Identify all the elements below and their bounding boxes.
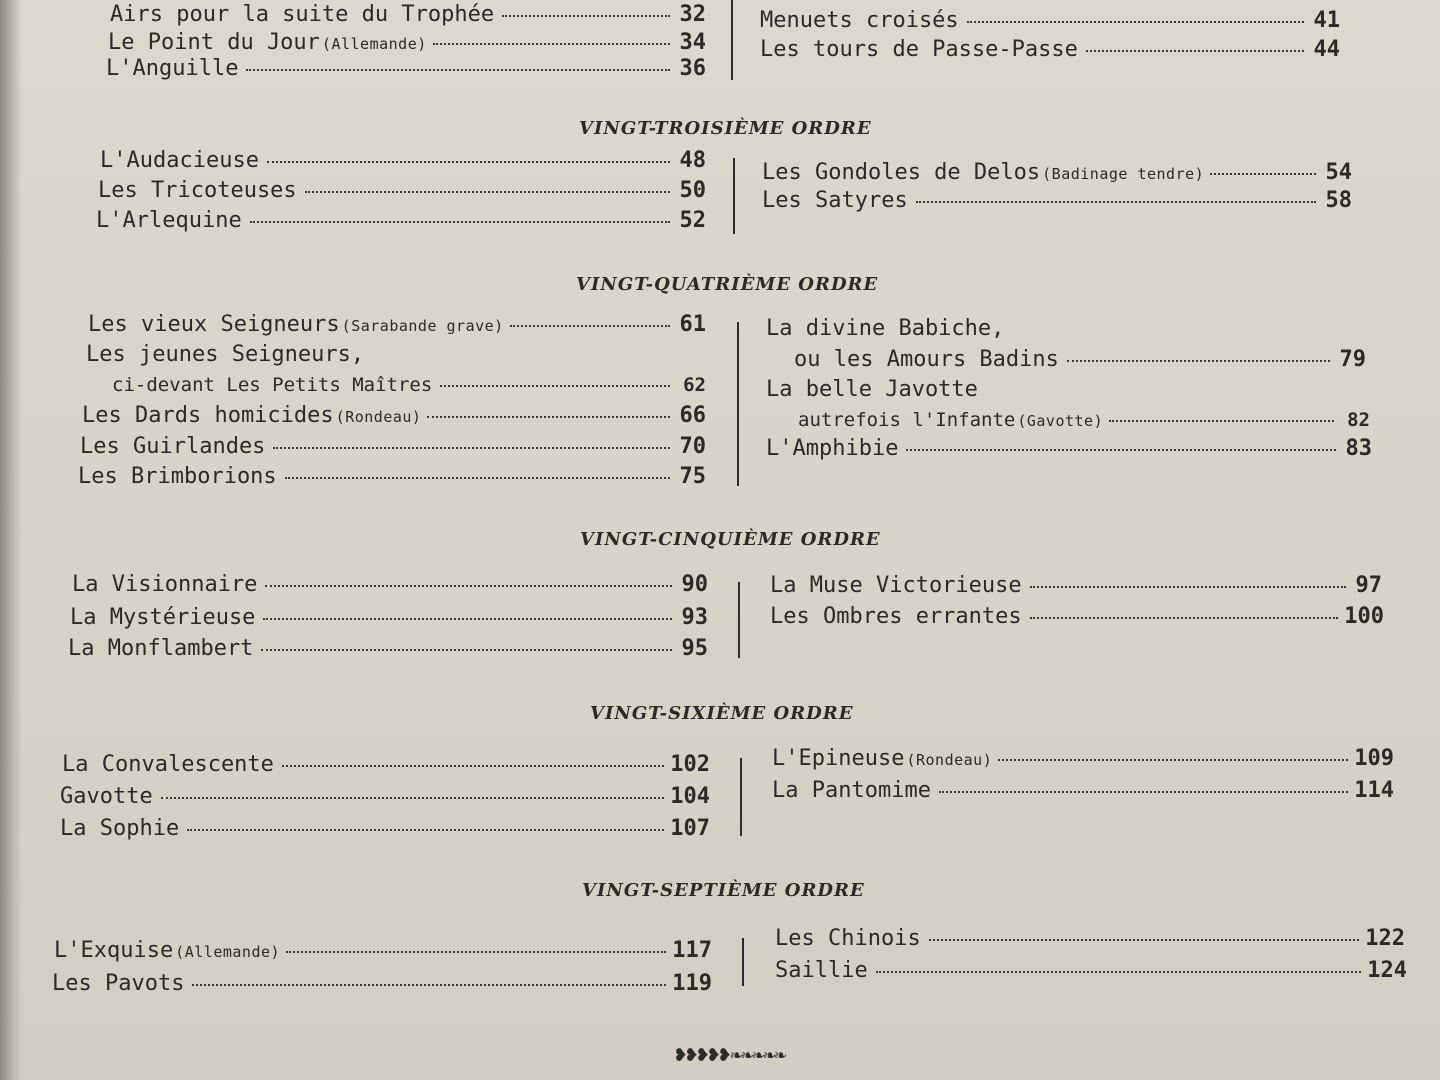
- entry-page: 119: [672, 971, 712, 996]
- entry-title: L'Epineuse: [772, 746, 905, 771]
- entry-page: 79: [1339, 347, 1366, 372]
- entry-note: (Rondeau): [906, 751, 993, 769]
- entry-title: autrefois l'Infante: [798, 409, 1016, 431]
- entry-page: 114: [1354, 778, 1394, 803]
- entry-note: (Badinage tendre): [1042, 165, 1205, 183]
- dot-leader: [939, 791, 1348, 793]
- dot-leader: [1030, 617, 1339, 619]
- entry-note: (Allemande): [321, 35, 427, 53]
- dot-leader: [929, 939, 1360, 941]
- entry-page: 44: [1313, 37, 1340, 62]
- dot-leader: [1030, 586, 1346, 588]
- section-heading: VINGT-CINQUIÈME ORDRE: [580, 529, 881, 550]
- entry-title: La Muse Victorieuse: [770, 573, 1022, 598]
- toc-entry: [775, 926, 1405, 952]
- dot-leader: [161, 797, 665, 799]
- toc-entry: [794, 347, 1366, 373]
- dot-leader: [510, 325, 670, 327]
- toc-entry: [760, 37, 1340, 63]
- entry-page: 82: [1347, 409, 1370, 431]
- toc-entry: [772, 746, 1394, 773]
- entry-page: 107: [670, 816, 710, 841]
- toc-entry: [80, 434, 706, 460]
- toc-entry: [760, 8, 1340, 34]
- toc-entry: [770, 573, 1382, 599]
- entry-title: Les tours de Passe-Passe: [760, 37, 1078, 62]
- dot-leader: [1086, 50, 1304, 52]
- entry-title: Les Guirlandes: [80, 434, 266, 459]
- toc-entry: [798, 407, 1370, 434]
- entry-title: Les Chinois: [775, 926, 921, 951]
- toc-entry: [86, 342, 706, 368]
- entry-page: 109: [1354, 746, 1394, 771]
- entry-page: 52: [679, 208, 706, 233]
- dot-leader: [916, 201, 1316, 203]
- entry-page: 54: [1325, 160, 1352, 185]
- toc-entry: [766, 436, 1372, 462]
- column-divider: [731, 0, 733, 80]
- toc-entry: [110, 2, 706, 28]
- entry-title: L'Exquise: [54, 938, 174, 963]
- dot-leader: [263, 618, 672, 620]
- column-divider: [742, 938, 744, 986]
- entry-title: ou les Amours Badins: [794, 347, 1059, 372]
- toc-entry: [766, 316, 1366, 342]
- entry-page: 93: [681, 605, 708, 630]
- section-heading: VINGT-QUATRIÈME ORDRE: [576, 274, 879, 295]
- dot-leader: [502, 15, 670, 17]
- entry-title: Le Point du Jour: [108, 30, 320, 55]
- entry-title: La Mystérieuse: [70, 605, 256, 630]
- entry-title: Airs pour la suite du Trophée: [110, 2, 495, 27]
- toc-entry: [60, 784, 710, 810]
- entry-page: 100: [1344, 604, 1384, 629]
- entry-title: ci-devant Les Petits Maîtres: [112, 374, 433, 396]
- entry-page: 90: [681, 572, 708, 597]
- entry-title: Les Brimborions: [78, 464, 277, 489]
- entry-note: (Allemande): [175, 943, 281, 961]
- dot-leader: [187, 829, 664, 831]
- toc-entry: [68, 636, 708, 662]
- toc-entry: [112, 372, 706, 398]
- entry-title: L'Audacieuse: [100, 148, 259, 173]
- entry-title: La Monflambert: [68, 636, 254, 661]
- dot-leader: [1210, 173, 1316, 175]
- entry-title: Les Gondoles de Delos: [762, 160, 1041, 185]
- entry-title: La belle Javotte: [766, 377, 978, 402]
- toc-entry: [78, 464, 706, 490]
- toc-entry: [98, 178, 706, 204]
- entry-note: (Rondeau): [335, 408, 422, 426]
- toc-entry: [100, 148, 706, 174]
- entry-page: 58: [1325, 188, 1352, 213]
- entry-page: 122: [1365, 926, 1405, 951]
- column-divider: [738, 582, 740, 658]
- toc-entry: [762, 160, 1352, 187]
- toc-entry: [52, 971, 712, 997]
- dot-leader: [906, 449, 1336, 451]
- toc-entry: [82, 403, 706, 430]
- dot-leader: [273, 447, 670, 449]
- entry-page: 75: [679, 464, 706, 489]
- entry-page: 102: [670, 752, 710, 777]
- dot-leader: [967, 21, 1304, 23]
- entry-title: L'Amphibie: [766, 436, 899, 461]
- entry-note: (Sarabande grave): [341, 317, 504, 335]
- toc-entry: [772, 778, 1394, 804]
- dot-leader: [265, 585, 672, 587]
- toc-entry: [108, 30, 706, 57]
- column-divider: [737, 322, 739, 486]
- dot-leader: [192, 984, 666, 986]
- entry-title: Les jeunes Seigneurs,: [86, 342, 365, 367]
- toc-entry: [62, 752, 710, 778]
- entry-title: La Visionnaire: [72, 572, 258, 597]
- toc-entry: [60, 816, 710, 842]
- entry-page: 41: [1313, 8, 1340, 33]
- entry-title: Les Tricoteuses: [98, 178, 297, 203]
- entry-title: L'Arlequine: [96, 208, 242, 233]
- entry-title: Les vieux Seigneurs: [88, 312, 340, 337]
- entry-title: La divine Babiche,: [766, 316, 1005, 341]
- toc-entry: [72, 572, 708, 598]
- entry-title: Saillie: [775, 958, 868, 983]
- toc-entry: [106, 56, 706, 82]
- section-heading: VINGT-TROISIÈME ORDRE: [579, 118, 872, 139]
- dot-leader: [1109, 420, 1334, 422]
- toc-entry: [762, 188, 1352, 214]
- dot-leader: [267, 161, 670, 163]
- ornament-divider: ❥❥❥❥❥❧❧❧❧❧: [675, 1042, 786, 1066]
- dot-leader: [440, 385, 670, 387]
- entry-page: 97: [1355, 573, 1382, 598]
- entry-title: Gavotte: [60, 784, 153, 809]
- dot-leader: [261, 649, 672, 651]
- toc-entry: [775, 958, 1407, 984]
- toc-entry: [770, 604, 1384, 630]
- toc-entry: [54, 938, 712, 965]
- entry-page: 61: [679, 312, 706, 337]
- entry-page: 62: [683, 374, 706, 396]
- dot-leader: [250, 221, 670, 223]
- entry-page: 66: [679, 403, 706, 428]
- entry-page: 117: [672, 938, 712, 963]
- dot-leader: [1067, 360, 1330, 362]
- entry-title: Menuets croisés: [760, 8, 959, 33]
- entry-page: 83: [1345, 436, 1372, 461]
- entry-page: 50: [679, 178, 706, 203]
- entry-note: (Gavotte): [1017, 412, 1104, 430]
- entry-page: 36: [679, 56, 706, 81]
- entry-title: La Pantomime: [772, 778, 931, 803]
- entry-title: L'Anguille: [106, 56, 239, 81]
- entry-page: 104: [670, 784, 710, 809]
- dot-leader: [246, 69, 670, 71]
- dot-leader: [305, 191, 670, 193]
- section-heading: VINGT-SEPTIÈME ORDRE: [582, 880, 865, 901]
- toc-entry: [766, 377, 1366, 403]
- entry-title: Les Pavots: [52, 971, 185, 996]
- column-divider: [740, 758, 742, 836]
- entry-page: 34: [679, 30, 706, 55]
- entry-page: 70: [679, 434, 706, 459]
- entry-page: 32: [679, 2, 706, 27]
- dot-leader: [876, 971, 1362, 973]
- dot-leader: [433, 43, 670, 45]
- dot-leader: [998, 759, 1348, 761]
- section-heading: VINGT-SIXIÈME ORDRE: [590, 703, 854, 724]
- entry-title: Les Satyres: [762, 188, 908, 213]
- toc-entry: [88, 312, 706, 339]
- dot-leader: [285, 477, 670, 479]
- dot-leader: [427, 416, 670, 418]
- entry-page: 95: [681, 636, 708, 661]
- dot-leader: [286, 951, 666, 953]
- entry-title: Les Dards homicides: [82, 403, 334, 428]
- entry-page: 48: [679, 148, 706, 173]
- entry-title: Les Ombres errantes: [770, 604, 1022, 629]
- entry-title: La Sophie: [60, 816, 180, 841]
- toc-entry: [96, 208, 706, 234]
- dot-leader: [282, 765, 664, 767]
- column-divider: [733, 158, 735, 234]
- entry-page: 124: [1367, 958, 1407, 983]
- entry-title: La Convalescente: [62, 752, 274, 777]
- toc-entry: [70, 605, 708, 631]
